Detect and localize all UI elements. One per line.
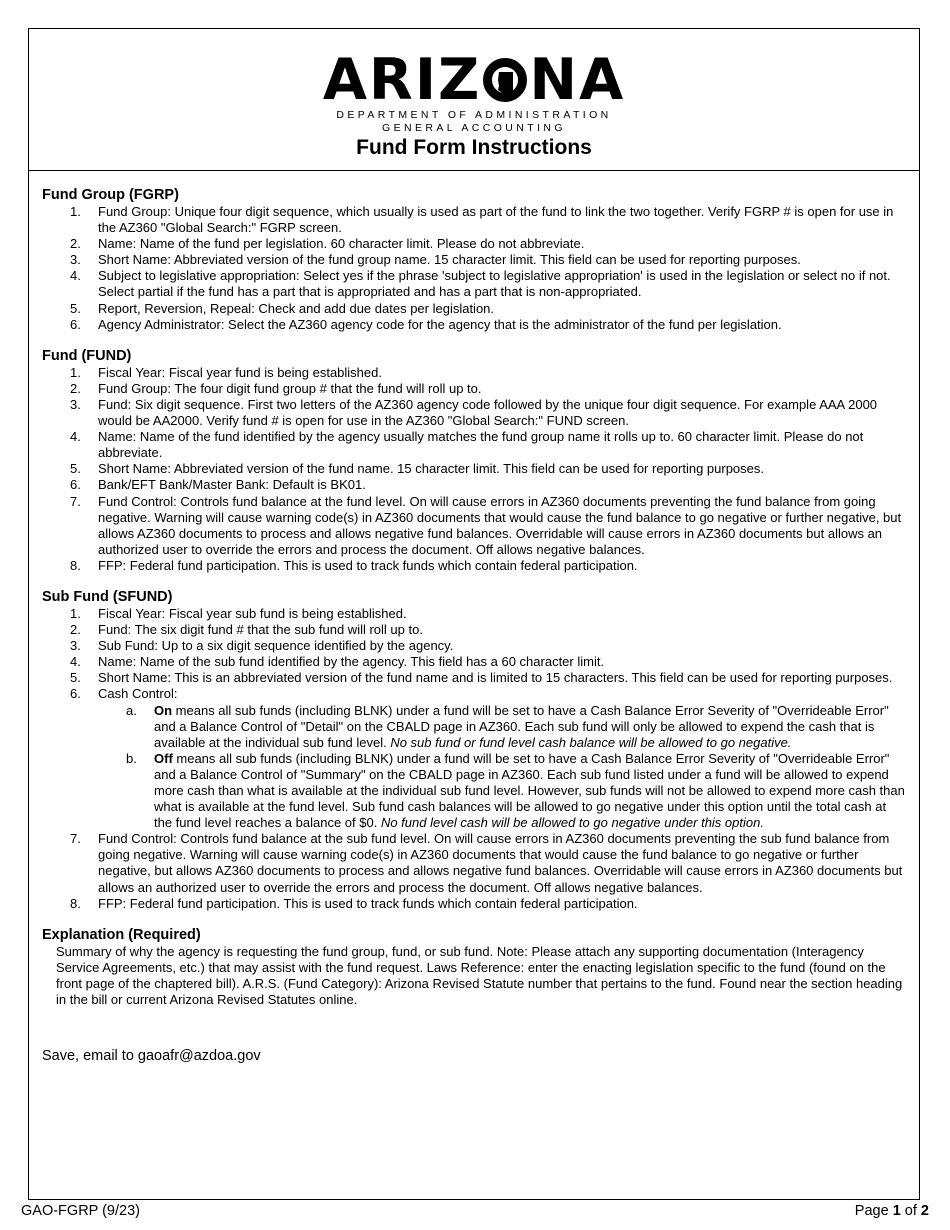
item-number: 5.	[70, 461, 81, 477]
item-number: 3.	[70, 252, 81, 268]
item-number: 8.	[70, 557, 81, 573]
item-number: 7.	[70, 493, 81, 509]
item-text: Fund Group: The four digit fund group # that the fund will roll up to.	[98, 380, 482, 396]
list-item	[70, 622, 905, 638]
item-number: 4.	[70, 268, 81, 284]
instructions-body	[42, 187, 905, 1064]
item-number: 1.	[70, 364, 81, 380]
list-item	[70, 638, 905, 654]
option-keyword: Off	[154, 750, 173, 766]
list-item	[70, 396, 905, 429]
page-current: 1	[892, 1203, 901, 1219]
option-note: No fund level cash will be allowed to go negative under this option.	[380, 815, 764, 831]
option-text: means all sub funds (including BLNK) under a fund will be set to have a Cash Balance Error Severity of "Overrideable Error" and a Balance Control of "Summary" on the CBALD page in AZ360. Each sub fund listed under a fund will be allowed to expend more cash than what is available at the individual sub fund level. However, sub funds will not be allowed to expend more cash than what is available at the fund level. Sub fund cash balances will be allowed to go negative under this option until the total cash at the fund level reaches a balance of $0.	[154, 750, 905, 831]
item-text: Sub Fund: Up to a six digit sequence identified by the agency.	[98, 638, 454, 654]
item-number: 2.	[70, 622, 81, 638]
item-text: Name: Name of the sub fund identified by the agency. This field has a 60 character limit.	[98, 654, 605, 670]
item-number: 3.	[70, 638, 81, 654]
item-text: Bank/EFT Bank/Master Bank: Default is BK01.	[98, 477, 366, 493]
section-heading-fgrp: Fund Group (FGRP)	[42, 187, 179, 203]
fund-list	[42, 365, 905, 574]
fgrp-list	[42, 204, 905, 333]
list-item	[70, 493, 905, 558]
page-indicator	[855, 1203, 929, 1219]
item-number: 2.	[70, 380, 81, 396]
item-text: Short Name: Abbreviated version of the fund group name. 15 character limit. This field can be used for reporting purposes.	[98, 252, 801, 268]
sfund-list	[42, 606, 905, 912]
list-item	[70, 654, 905, 670]
section-heading-sfund: Sub Fund (SFUND)	[42, 588, 173, 605]
list-item	[70, 204, 905, 236]
logo-text-right: NA	[529, 47, 626, 113]
item-number: 8.	[70, 895, 81, 911]
item-text: Name: Name of the fund per legislation. 60 character limit. Please do not abbreviate.	[98, 236, 585, 252]
list-item	[70, 364, 905, 381]
item-number: 7.	[70, 831, 81, 847]
page-of: of	[900, 1203, 921, 1219]
item-text: FFP: Federal fund participation. This is used to track funds which contain federal participation.	[98, 557, 638, 573]
item-text: Fund Control: Controls fund balance at the sub fund level. On will cause errors in AZ360 documents preventing the sub fund balance from going negative. Warning will cause warning code(s) in AZ360 documents that would cause the fund balance to go negative or further negative, but allows AZ360 documents to process and allows negative fund balances. Overridable will cause errors in AZ360 documents but allows an authorized user to override the errors and process the document. Off allows negative balances.	[98, 831, 903, 895]
list-item	[70, 268, 905, 300]
list-item	[70, 605, 905, 622]
item-text: Subject to legislative appropriation: Select yes if the phrase 'subject to legislative appropriation' is used in the legislation or select no if not. Select partial if the fund has a part that is appropriated and has a part that is non-appropriated.	[98, 268, 891, 300]
logo-subtitle-division: GENERAL ACCOUNTING	[382, 122, 566, 134]
list-item	[70, 831, 905, 895]
item-number: 4.	[70, 429, 81, 445]
form-header	[29, 29, 919, 171]
item-number: 1.	[70, 605, 81, 621]
page-prefix: Page	[854, 1203, 893, 1219]
list-item	[70, 316, 905, 333]
list-item	[70, 429, 905, 461]
list-item	[70, 236, 905, 252]
form-frame	[28, 28, 920, 1200]
item-number: 6.	[70, 316, 81, 332]
item-text: Name: Name of the fund identified by the agency usually matches the fund group name it rolls up to. 60 character limit. Please do not abbreviate.	[98, 429, 864, 461]
logo-text-left: ARIZ	[322, 47, 482, 113]
item-text: Fund: Six digit sequence. First two letters of the AZ360 agency code followed by the unique four digit sequence. For example AAA 2000 would be AA2000. Verify fund # is open for use in the AZ360 "Global Search:" FUND screen.	[98, 396, 878, 429]
list-item	[70, 670, 905, 686]
option-note: No sub fund or fund level cash balance will be allowed to go negative.	[390, 734, 792, 750]
explanation-text: Summary of why the agency is requesting the fund group, fund, or sub fund. Note: Please attach any supporting documentation (Interagency Service Agreements, etc.) that may assist with the fund request. Laws Reference: enter the enacting legislation specific to the fund (found on the front page of the chaptered bill). A.R.S. (Fund Category): Arizona Revised Statute number that pertains to the fund. Found near the section heading in the bill or current Arizona Revised Statutes online.	[56, 943, 903, 1008]
item-text: Report, Reversion, Repeal: Check and add due dates per legislation.	[98, 300, 495, 316]
cash-control-options	[98, 703, 905, 832]
item-number: 5.	[70, 670, 81, 686]
list-item	[70, 895, 905, 912]
item-number: 3.	[70, 396, 81, 412]
item-text: Fund: The six digit fund # that the sub fund will roll up to.	[98, 622, 423, 638]
item-number: 4.	[70, 654, 81, 670]
item-text: Short Name: Abbreviated version of the fund name. 15 character limit. This field can be used for reporting purposes.	[98, 461, 765, 477]
logo-subtitle-department: DEPARTMENT OF ADMINISTRATION	[336, 109, 612, 121]
section-heading-fund: Fund (FUND)	[42, 347, 132, 364]
item-number: 1.	[70, 204, 81, 219]
logo-wordmark	[323, 49, 625, 111]
logo-state-icon	[483, 58, 527, 102]
list-item	[70, 557, 905, 574]
item-text: Fund Group: Unique four digit sequence, which usually is used as part of the fund to link the two together. Verify FGRP # is open for use in the AZ360 "Global Search:" FGRP screen.	[98, 204, 894, 236]
cash-control-on	[126, 702, 905, 751]
list-item	[70, 380, 905, 397]
item-letter: b.	[126, 750, 137, 766]
item-number: 2.	[70, 236, 81, 252]
item-number: 6.	[70, 686, 81, 702]
list-item	[70, 686, 905, 831]
form-id: GAO-FGRP (9/23)	[21, 1203, 140, 1219]
save-instructions: Save, email to gaoafr@azdoa.gov	[42, 1048, 261, 1065]
list-item	[70, 300, 905, 317]
item-number: 5.	[70, 300, 81, 316]
item-letter: a.	[126, 702, 137, 718]
cash-control-off	[126, 750, 905, 831]
list-item	[70, 461, 905, 477]
list-item	[70, 252, 905, 268]
option-text: means all sub funds (including BLNK) under a fund will be set to have a Cash Balance Error Severity of "Overrideable Error" and a Balance Control of "Detail" on the CBALD page in AZ360. Each sub fund will only be allowed to expend the cash that is available at the individual sub fund level.	[154, 702, 889, 750]
option-keyword: On	[154, 702, 173, 718]
list-item	[70, 477, 905, 493]
item-text: FFP: Federal fund participation. This is used to track funds which contain federal participation.	[98, 895, 638, 911]
item-text: Fiscal Year: Fiscal year fund is being established.	[98, 364, 382, 380]
page-total: 2	[920, 1203, 929, 1219]
page-title: Fund Form Instructions	[356, 136, 592, 159]
item-text: Short Name: This is an abbreviated version of the fund name and is limited to 15 characters. This field can be used for reporting purposes.	[98, 670, 893, 686]
arizona-logo	[29, 49, 919, 135]
item-text: Agency Administrator: Select the AZ360 agency code for the agency that is the administrator of the fund per legislation.	[98, 316, 782, 332]
section-heading-explanation: Explanation (Required)	[42, 926, 201, 943]
item-number: 6.	[70, 477, 81, 493]
item-text: Fiscal Year: Fiscal year sub fund is being established.	[98, 605, 407, 621]
item-text: Cash Control:	[98, 686, 178, 702]
item-text: Fund Control: Controls fund balance at the fund level. On will cause errors in AZ360 documents preventing the fund balance from going negative. Warning will cause warning code(s) in AZ360 documents that would cause the fund balance to go negative or further negative, but allows AZ360 documents to process and allows negative fund balances. Overridable will cause errors in AZ360 documents but allows an authorized user to override the errors and process the document. Off allows negative balances.	[98, 493, 902, 557]
